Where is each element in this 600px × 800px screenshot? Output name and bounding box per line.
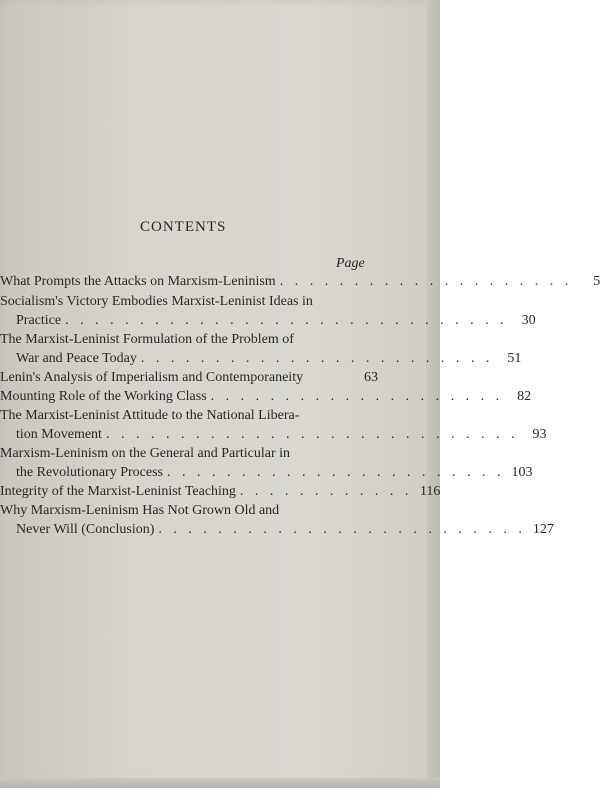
toc-entry-page: 127 — [532, 522, 554, 537]
dot-leader: . . . . . . . . . . . . . . . . . . . . . . . . . . . . — [105, 427, 519, 442]
toc-entry-title: Integrity of the Marxist-Leninist Teaching — [0, 484, 236, 499]
toc-entry-title: Why Marxism-Leninism Has Not Grown Old and — [0, 503, 280, 518]
dot-leader: . . . . . . . . . . . . . . . . . . . . . . . . . . . . . . — [65, 313, 508, 328]
page-bottom-edge — [0, 778, 440, 788]
toc-entry-title-continued: War and Peace Today — [16, 351, 137, 366]
toc-entry-title: The Marxist-Leninist Attitude to the National Libera- — [0, 408, 300, 423]
dot-leader: . . . . . . . . . . . . . . . . . . . . . . . . . — [158, 522, 526, 537]
toc-entry-page: 30 — [521, 313, 536, 328]
toc-entry — [0, 368, 378, 387]
toc-entry — [0, 406, 547, 444]
toc-entry — [0, 444, 533, 482]
toc-entry-title: What Prompts the Attacks on Marxism-Leninism — [0, 274, 276, 289]
toc-entry-page: 93 — [532, 427, 547, 442]
toc-entry-page: 63 — [364, 370, 378, 385]
toc-entry-page: 82 — [517, 389, 532, 404]
toc-entry-title: Mounting Role of the Working Class — [0, 389, 207, 404]
toc-entry-title: Lenin's Analysis of Imperialism and Contemporaneity — [0, 370, 304, 385]
dot-leader: . . . . . . . . . . . . . . . . . . . . — [279, 274, 573, 289]
toc-entry-page: 103 — [511, 465, 533, 480]
toc-entry-title-continued: Practice — [16, 313, 62, 328]
toc-entry-page: 5 — [593, 274, 600, 289]
dot-leader — [307, 368, 350, 387]
toc-entry-page: 51 — [507, 351, 522, 366]
toc-entry-title: Socialism's Victory Embodies Marxist-Leninist Ideas in — [0, 294, 313, 309]
toc-entry — [0, 387, 532, 406]
dot-leader: . . . . . . . . . . . . . . . . . . . . . . . . — [140, 351, 494, 366]
toc-entry-title: The Marxist-Leninist Formulation of the Problem of — [0, 332, 294, 347]
toc-entry-title: Marxism-Leninism on the General and Particular in — [0, 446, 291, 461]
dot-leader: . . . . . . . . . . . . . . . . . . . . . . . — [166, 465, 505, 480]
toc-entry-title-continued: tion Movement — [16, 427, 102, 442]
toc-entry-page: 116 — [419, 484, 441, 499]
toc-entry — [0, 501, 554, 539]
page-column-label: Page — [336, 256, 365, 271]
dot-leader: . . . . . . . . . . . . . . . . . . . . — [210, 389, 504, 404]
toc-entry — [0, 272, 600, 291]
toc-entry-title-continued: Never Will (Conclusion) — [16, 522, 155, 537]
dot-leader: . . . . . . . . . . . . — [239, 484, 413, 499]
toc-entry — [0, 482, 441, 501]
toc-entry-title-continued: the Revolutionary Process — [16, 465, 163, 480]
toc-entry — [0, 292, 536, 330]
toc-entry — [0, 330, 522, 368]
contents-heading: CONTENTS — [140, 219, 227, 235]
